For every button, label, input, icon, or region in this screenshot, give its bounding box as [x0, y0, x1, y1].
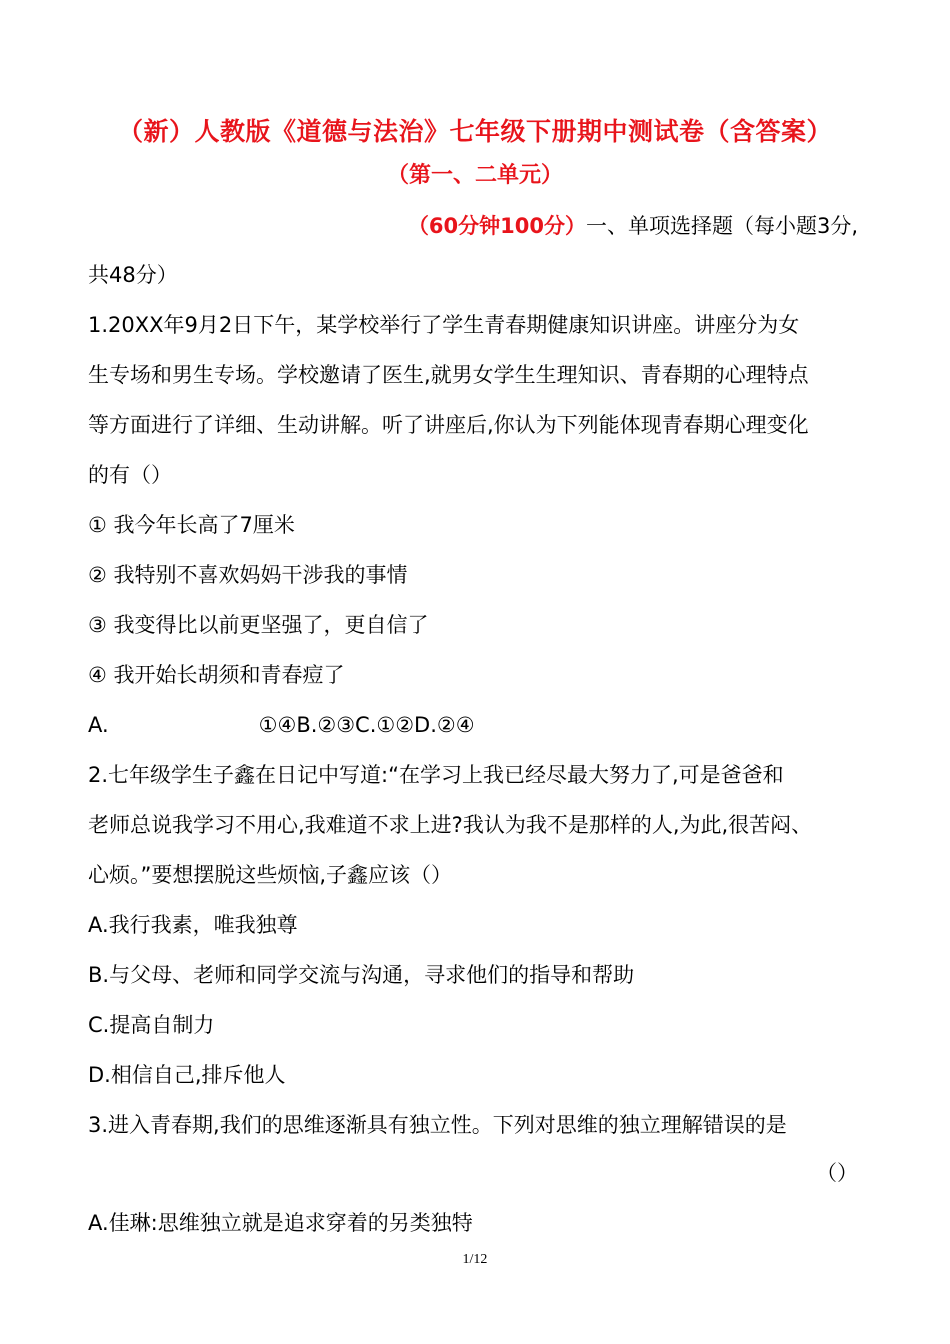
- section-heading: 一、单项选择题（每小题3分,: [585, 214, 858, 238]
- question-1-options: [88, 710, 475, 740]
- time-score: （60分钟100分）: [407, 214, 586, 238]
- question-1-item: ① 我今年长高了7厘米: [88, 513, 295, 537]
- question-1-item: ② 我特别不喜欢妈妈干涉我的事情: [88, 563, 408, 587]
- question-1-item: ③ 我变得比以前更坚强了，更自信了: [88, 613, 429, 637]
- question-1-item: ④ 我开始长胡须和青春痘了: [88, 663, 345, 687]
- question-2-option: A.我行我素，唯我独尊: [88, 913, 298, 937]
- page-subtitle: （第一、二单元）: [386, 163, 563, 188]
- question-3-option: A.佳琳:思维独立就是追求穿着的另类独特: [88, 1211, 473, 1235]
- page-number: 1/12: [462, 1252, 488, 1267]
- section-heading-cont: 共48分）: [88, 263, 178, 287]
- question-1-line: 的有（）: [88, 463, 172, 487]
- question-2-option: D.相信自己,排斥他人: [88, 1063, 286, 1087]
- question-3-bracket: （）: [816, 1161, 858, 1185]
- question-1-line: 等方面进行了详细、生动讲解。听了讲座后,你认为下列能体现青春期心理变化: [88, 413, 809, 437]
- option-label: A.: [88, 713, 109, 737]
- question-2-option: C.提高自制力: [88, 1013, 215, 1037]
- page-title: （新）人教版《道德与法治》七年级下册期中测试卷（含答案）: [117, 117, 832, 146]
- question-1-line: 1.20XX年9月2日下午，某学校举行了学生青春期健康知识讲座。讲座分为女: [88, 313, 800, 337]
- question-3-line: 3.进入青春期,我们的思维逐渐具有独立性。下列对思维的独立理解错误的是: [88, 1113, 787, 1137]
- question-2-line: 心烦。”要想摆脱这些烦恼,子鑫应该（）: [88, 863, 453, 887]
- section-heading-line: [408, 211, 858, 241]
- option-choices: ①④B.②③C.①②D.②④: [258, 713, 475, 737]
- question-2-line: 2.七年级学生子鑫在日记中写道:“在学习上我已经尽最大努力了,可是爸爸和: [88, 763, 784, 787]
- question-1-line: 生专场和男生专场。学校邀请了医生,就男女学生生理知识、青春期的心理特点: [88, 363, 809, 387]
- question-2-option: B.与父母、老师和同学交流与沟通，寻求他们的指导和帮助: [88, 963, 635, 987]
- question-2-line: 老师总说我学习不用心,我难道不求上进?我认为我不是那样的人,为此,很苦闷、: [88, 813, 813, 837]
